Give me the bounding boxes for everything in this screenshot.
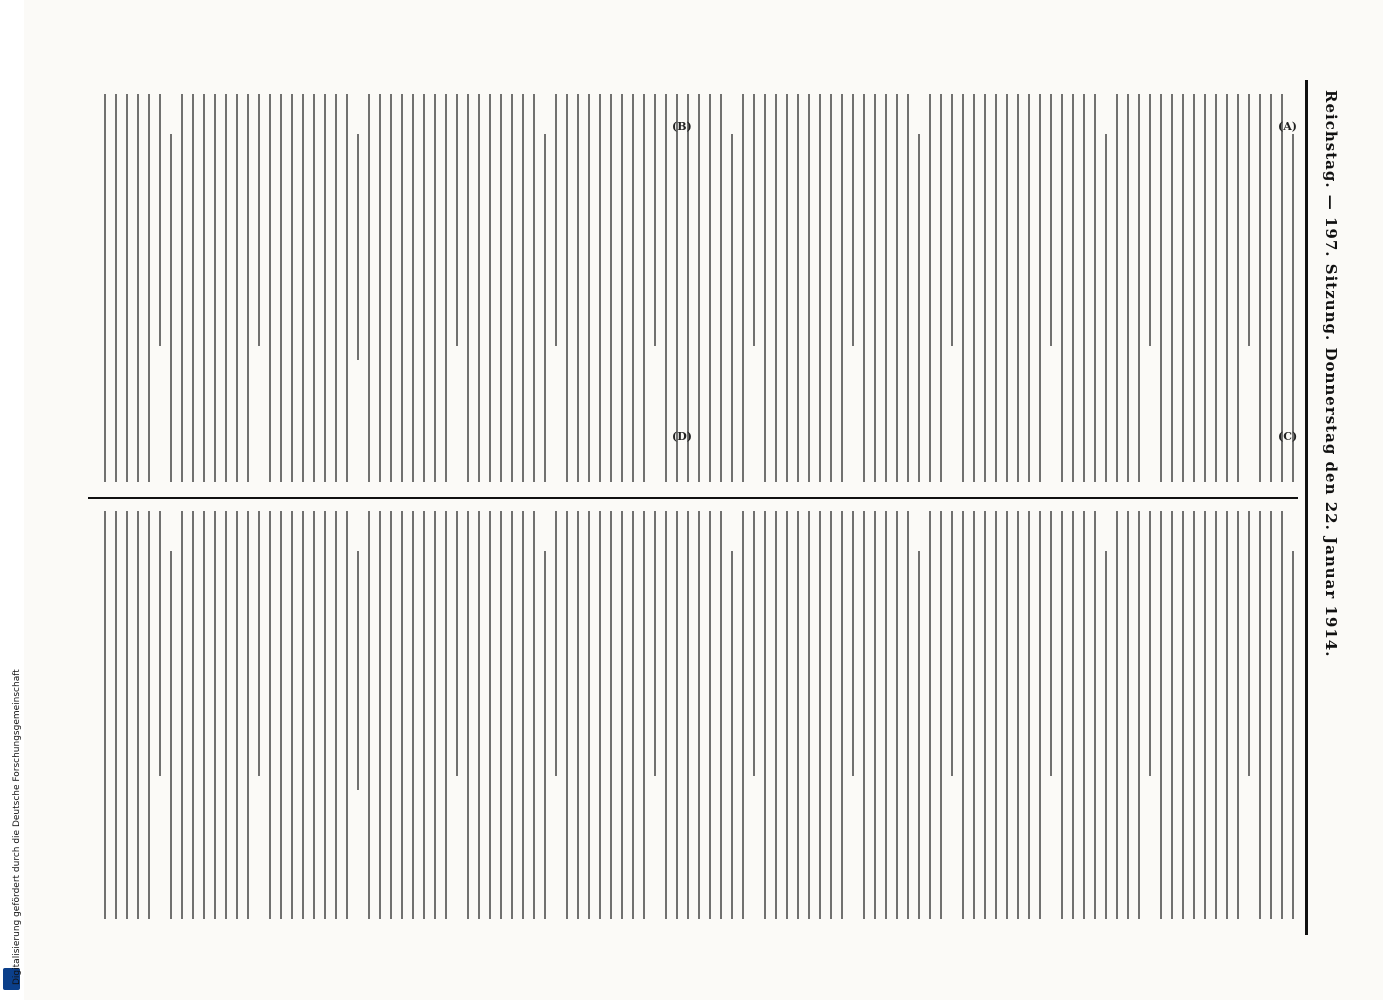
funding-credit: Digitalisierung gefördert durch die Deutsche Forschungsgemeinschaft [12, 669, 22, 985]
placeholder-text-line [445, 94, 447, 482]
placeholder-text-line [907, 511, 909, 919]
placeholder-text-line [126, 94, 128, 482]
placeholder-text-line [588, 94, 590, 482]
placeholder-text-line [577, 511, 579, 919]
placeholder-text-line [1083, 511, 1085, 919]
placeholder-text-line [500, 94, 502, 482]
placeholder-text-line [687, 94, 689, 482]
placeholder-text-line [1039, 94, 1041, 482]
placeholder-text-line [918, 134, 920, 482]
placeholder-text-line [346, 511, 348, 919]
placeholder-text-line [467, 511, 469, 919]
placeholder-text-line [797, 94, 799, 482]
placeholder-text-line [1248, 511, 1250, 776]
placeholder-text-line [841, 94, 843, 482]
placeholder-text-line [203, 511, 205, 919]
placeholder-text-line [764, 94, 766, 482]
placeholder-text-line [632, 511, 634, 919]
placeholder-text-line [236, 511, 238, 919]
placeholder-text-line [654, 94, 656, 346]
placeholder-text-line [1215, 94, 1217, 482]
placeholder-text-line [742, 94, 744, 482]
placeholder-text-line [368, 511, 370, 919]
placeholder-text-line [918, 551, 920, 919]
placeholder-text-line [1281, 94, 1283, 482]
placeholder-text-line [786, 94, 788, 482]
placeholder-text-line [995, 511, 997, 919]
placeholder-text-line [203, 94, 205, 482]
placeholder-text-line [390, 511, 392, 919]
placeholder-text-line [247, 511, 249, 919]
placeholder-text-line [390, 94, 392, 482]
placeholder-text-line [698, 511, 700, 919]
placeholder-text-line [1083, 94, 1085, 482]
placeholder-text-line [1138, 94, 1140, 482]
placeholder-text-line [874, 511, 876, 919]
placeholder-text-line [192, 94, 194, 482]
placeholder-text-line [533, 94, 535, 482]
placeholder-text-line [775, 94, 777, 482]
placeholder-text-line [522, 511, 524, 919]
placeholder-text-line [665, 94, 667, 482]
placeholder-text-line [533, 511, 535, 919]
placeholder-text-line [951, 511, 953, 776]
placeholder-text-line [1116, 94, 1118, 482]
header-title: Reichstag. — 197. Sitzung. Donnerstag den 22. Januar 1914. [1322, 90, 1340, 658]
placeholder-text-line [423, 511, 425, 919]
placeholder-text-line [192, 511, 194, 919]
placeholder-text-line [863, 94, 865, 482]
placeholder-text-line [687, 511, 689, 919]
placeholder-text-line [324, 511, 326, 919]
placeholder-text-line [412, 94, 414, 482]
placeholder-text-line [1061, 94, 1063, 482]
placeholder-text-line [181, 511, 183, 919]
placeholder-text-line [731, 134, 733, 482]
placeholder-text-line [896, 94, 898, 482]
placeholder-text-line [1171, 511, 1173, 919]
placeholder-text-line [214, 94, 216, 482]
placeholder-text-line [467, 94, 469, 482]
margin-marker-b: (B) [672, 120, 692, 133]
placeholder-text-line [1006, 94, 1008, 482]
placeholder-text-line [1039, 511, 1041, 919]
placeholder-text-line [214, 511, 216, 919]
placeholder-text-line [720, 511, 722, 919]
placeholder-text-line [665, 511, 667, 919]
placeholder-text-line [115, 94, 117, 482]
placeholder-text-line [1050, 511, 1052, 776]
placeholder-text-line [148, 94, 150, 482]
placeholder-text-line [1127, 94, 1129, 482]
placeholder-text-line [929, 94, 931, 482]
placeholder-text-line [1072, 94, 1074, 482]
placeholder-text-line [1270, 94, 1272, 482]
placeholder-text-line [511, 511, 513, 919]
placeholder-text-line [137, 94, 139, 482]
placeholder-text-line [599, 94, 601, 482]
placeholder-text-line [1193, 94, 1195, 482]
placeholder-text-line [456, 94, 458, 346]
placeholder-text-line [1061, 511, 1063, 919]
placeholder-text-line [731, 551, 733, 919]
placeholder-text-line [984, 94, 986, 482]
placeholder-text-line [335, 94, 337, 482]
placeholder-text-line [896, 511, 898, 919]
placeholder-text-line [1017, 511, 1019, 919]
placeholder-text-line [335, 511, 337, 919]
placeholder-text-line [1149, 94, 1151, 346]
placeholder-text-line [588, 511, 590, 919]
placeholder-text-line [181, 94, 183, 482]
placeholder-text-line [786, 511, 788, 919]
placeholder-text-line [1116, 511, 1118, 919]
placeholder-text-line [995, 94, 997, 482]
placeholder-text-line [291, 511, 293, 919]
placeholder-text-line [1237, 511, 1239, 919]
placeholder-text-line [104, 511, 106, 919]
placeholder-text-line [544, 134, 546, 482]
placeholder-text-line [1105, 134, 1107, 482]
placeholder-text-line [720, 94, 722, 482]
margin-marker-a: (A) [1278, 120, 1297, 133]
placeholder-text-line [632, 94, 634, 482]
placeholder-text-line [797, 511, 799, 919]
placeholder-text-line [434, 94, 436, 482]
placeholder-text-line [225, 94, 227, 482]
placeholder-text-line [698, 94, 700, 482]
placeholder-text-line [302, 511, 304, 919]
placeholder-text-line [225, 511, 227, 919]
placeholder-text-line [1028, 511, 1030, 919]
placeholder-text-line [1226, 94, 1228, 482]
text-column-top [95, 88, 1300, 488]
placeholder-text-line [577, 94, 579, 482]
placeholder-text-line [1028, 94, 1030, 482]
column-divider [88, 497, 1298, 499]
placeholder-text-line [412, 511, 414, 919]
placeholder-text-line [291, 94, 293, 482]
placeholder-text-line [1248, 94, 1250, 346]
placeholder-text-line [478, 94, 480, 482]
placeholder-text-line [247, 94, 249, 482]
placeholder-text-line [544, 551, 546, 919]
placeholder-text-line [984, 511, 986, 919]
placeholder-text-line [555, 94, 557, 346]
placeholder-text-line [379, 511, 381, 919]
placeholder-text-line [489, 511, 491, 919]
header-rule [1305, 80, 1308, 935]
placeholder-text-line [522, 94, 524, 482]
placeholder-text-line [1270, 511, 1272, 919]
placeholder-text-line [610, 94, 612, 482]
placeholder-text-line [357, 551, 359, 790]
placeholder-text-line [830, 511, 832, 919]
placeholder-text-line [1204, 511, 1206, 919]
placeholder-text-line [841, 511, 843, 919]
placeholder-text-line [940, 511, 942, 919]
placeholder-text-line [907, 94, 909, 482]
placeholder-text-line [1105, 551, 1107, 919]
placeholder-text-line [1259, 511, 1261, 919]
placeholder-text-line [324, 94, 326, 482]
placeholder-text-line [115, 511, 117, 919]
placeholder-text-line [104, 94, 106, 482]
placeholder-text-line [599, 511, 601, 919]
placeholder-text-line [445, 511, 447, 919]
placeholder-text-line [654, 511, 656, 776]
placeholder-text-line [1259, 94, 1261, 482]
placeholder-text-line [1171, 94, 1173, 482]
placeholder-text-line [489, 94, 491, 482]
placeholder-text-line [951, 94, 953, 346]
placeholder-text-line [401, 94, 403, 482]
placeholder-text-line [742, 511, 744, 919]
placeholder-text-line [1094, 94, 1096, 482]
placeholder-text-line [819, 511, 821, 919]
placeholder-text-line [269, 94, 271, 482]
placeholder-text-line [500, 511, 502, 919]
placeholder-text-line [775, 511, 777, 919]
placeholder-text-line [302, 94, 304, 482]
placeholder-text-line [1138, 511, 1140, 919]
placeholder-text-line [1281, 511, 1283, 919]
placeholder-text-line [1127, 511, 1129, 919]
placeholder-text-line [643, 511, 645, 919]
placeholder-text-line [346, 94, 348, 482]
placeholder-text-line [313, 511, 315, 919]
placeholder-text-line [676, 94, 678, 482]
placeholder-text-line [170, 134, 172, 482]
placeholder-text-line [929, 511, 931, 919]
page-header [1318, 90, 1340, 930]
placeholder-text-line [753, 94, 755, 346]
placeholder-text-line [1160, 94, 1162, 482]
placeholder-text-line [643, 94, 645, 482]
placeholder-text-line [137, 511, 139, 919]
text-column-bottom [95, 505, 1300, 925]
placeholder-text-line [1050, 94, 1052, 346]
placeholder-text-line [357, 134, 359, 360]
placeholder-text-line [555, 511, 557, 776]
placeholder-text-line [885, 511, 887, 919]
placeholder-text-line [1292, 551, 1294, 919]
margin-marker-c: (C) [1278, 430, 1298, 443]
placeholder-text-line [1160, 511, 1162, 919]
placeholder-text-line [159, 94, 161, 346]
placeholder-text-line [962, 94, 964, 482]
placeholder-text-line [280, 511, 282, 919]
placeholder-text-line [478, 511, 480, 919]
placeholder-text-line [808, 511, 810, 919]
placeholder-text-line [940, 94, 942, 482]
placeholder-text-line [1182, 511, 1184, 919]
placeholder-text-line [1006, 511, 1008, 919]
placeholder-text-line [170, 551, 172, 919]
placeholder-text-line [280, 94, 282, 482]
placeholder-text-line [709, 511, 711, 919]
placeholder-text-line [962, 511, 964, 919]
placeholder-text-line [126, 511, 128, 919]
placeholder-text-line [566, 511, 568, 919]
placeholder-text-line [456, 511, 458, 776]
placeholder-text-line [511, 94, 513, 482]
placeholder-text-line [159, 511, 161, 776]
placeholder-text-line [973, 511, 975, 919]
placeholder-text-line [830, 94, 832, 482]
placeholder-text-line [621, 511, 623, 919]
placeholder-text-line [1182, 94, 1184, 482]
placeholder-text-line [269, 511, 271, 919]
placeholder-text-line [852, 511, 854, 776]
placeholder-text-line [258, 94, 260, 346]
placeholder-text-line [434, 511, 436, 919]
placeholder-text-line [874, 94, 876, 482]
placeholder-text-line [1072, 511, 1074, 919]
placeholder-text-line [236, 94, 238, 482]
placeholder-text-line [566, 94, 568, 482]
placeholder-text-line [1193, 511, 1195, 919]
placeholder-text-line [973, 94, 975, 482]
placeholder-text-line [676, 511, 678, 919]
placeholder-text-line [1094, 511, 1096, 919]
placeholder-text-line [819, 94, 821, 482]
digitization-sidebar [0, 0, 24, 1000]
placeholder-text-line [610, 511, 612, 919]
placeholder-text-line [709, 94, 711, 482]
placeholder-text-line [764, 511, 766, 919]
margin-marker-d: (D) [672, 430, 692, 443]
placeholder-text-line [1017, 94, 1019, 482]
placeholder-text-line [863, 511, 865, 919]
placeholder-text-line [1226, 511, 1228, 919]
placeholder-text-line [379, 94, 381, 482]
placeholder-text-line [885, 94, 887, 482]
placeholder-text-line [148, 511, 150, 919]
placeholder-text-line [753, 511, 755, 776]
placeholder-text-line [401, 511, 403, 919]
placeholder-text-line [1149, 511, 1151, 776]
placeholder-text-line [808, 94, 810, 482]
placeholder-text-line [621, 94, 623, 482]
placeholder-text-line [368, 94, 370, 482]
placeholder-text-line [258, 511, 260, 776]
placeholder-text-line [313, 94, 315, 482]
placeholder-text-line [1215, 511, 1217, 919]
placeholder-text-line [423, 94, 425, 482]
placeholder-text-line [1237, 94, 1239, 482]
placeholder-text-line [852, 94, 854, 346]
placeholder-text-line [1204, 94, 1206, 482]
